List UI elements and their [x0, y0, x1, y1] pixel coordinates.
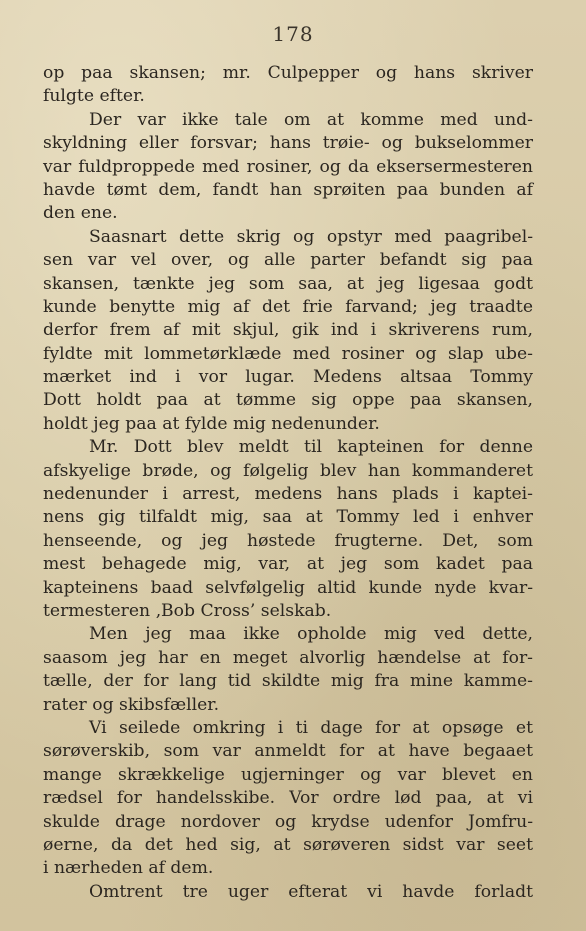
- text-line: rater og skibsfæller.: [43, 694, 220, 715]
- text-line: afskyelige brøde, og følgelig blev han kommanderet: [43, 460, 533, 481]
- text-line: skulde drage nordover og krydse udenfor Jomfru-: [43, 811, 533, 832]
- text-line: derfor frem af mit skjul, gik ind i skriverens rum,: [43, 320, 533, 341]
- text-line: henseende, og jeg høstede frugterne. Det, som: [43, 530, 533, 551]
- text-line: saasom jeg har en meget alvorlig hændelse at for-: [43, 647, 533, 668]
- text-line: i nærheden af dem.: [43, 858, 214, 879]
- text-line: sørøverskib, som var anmeldt for at have begaaet: [43, 741, 533, 762]
- text-line: var fuldproppede med rosiner, og da eksersermesteren: [43, 156, 533, 177]
- text-line: Omtrent tre uger efterat vi havde forladt: [89, 881, 533, 902]
- text-line: Saasnart dette skrig og opstyr med paagribel-: [89, 226, 533, 247]
- text-line: sen var vel over, og alle parter befandt sig paa: [43, 250, 533, 271]
- text-line: Dott holdt paa at tømme sig oppe paa skansen,: [43, 390, 533, 411]
- text-line: kapteinens baad selvfølgelig altid kunde nyde kvar-: [43, 577, 533, 598]
- text-line: tælle, der for lang tid skildte mig fra mine kamme-: [43, 671, 533, 692]
- text-line: Men jeg maa ikke opholde mig ved dette,: [89, 624, 533, 645]
- text-line: Der var ikke tale om at komme med und-: [89, 109, 533, 130]
- text-line: skyldning eller forsvar; hans trøie- og bukselommer: [43, 133, 533, 154]
- text-line: fyldte mit lommetørklæde med rosiner og slap ube-: [43, 343, 533, 364]
- text-line: nens gig tilfaldt mig, saa at Tommy led i enhver: [43, 507, 533, 528]
- text-line: rædsel for handelsskibe. Vor ordre lød paa, at vi: [43, 788, 533, 809]
- page-number: 178: [272, 22, 314, 46]
- text-line: havde tømt dem, fandt han sprøiten paa bunden af: [43, 179, 533, 200]
- text-line: mærket ind i vor lugar. Medens altsaa Tommy: [43, 367, 533, 388]
- text-line: fulgte efter.: [43, 86, 145, 107]
- text-line: den ene.: [43, 203, 118, 224]
- text-line: termesteren ‚Bob Cross’ selskab.: [43, 600, 332, 621]
- text-line: Mr. Dott blev meldt til kapteinen for denne: [89, 437, 533, 458]
- text-line: kunde benytte mig af det frie farvand; jeg traadte: [43, 296, 533, 317]
- body-text: [43, 62, 533, 904]
- text-line: skansen, tænkte jeg som saa, at jeg ligesaa godt: [43, 273, 533, 294]
- text-line: mest behagede mig, var, at jeg som kadet paa: [43, 554, 533, 575]
- text-line: op paa skansen; mr. Culpepper og hans skriver: [43, 63, 533, 83]
- text-line: øerne, da det hed sig, at sørøveren sidst var seet: [43, 834, 533, 855]
- text-line: nedenunder i arrest, medens hans plads i kaptei-: [43, 484, 533, 505]
- text-line: mange skrækkelige ugjerninger og var blevet en: [43, 764, 533, 785]
- text-line: holdt jeg paa at fylde mig nedenunder.: [43, 413, 380, 434]
- text-line: Vi seilede omkring i ti dage for at opsøge et: [89, 717, 533, 738]
